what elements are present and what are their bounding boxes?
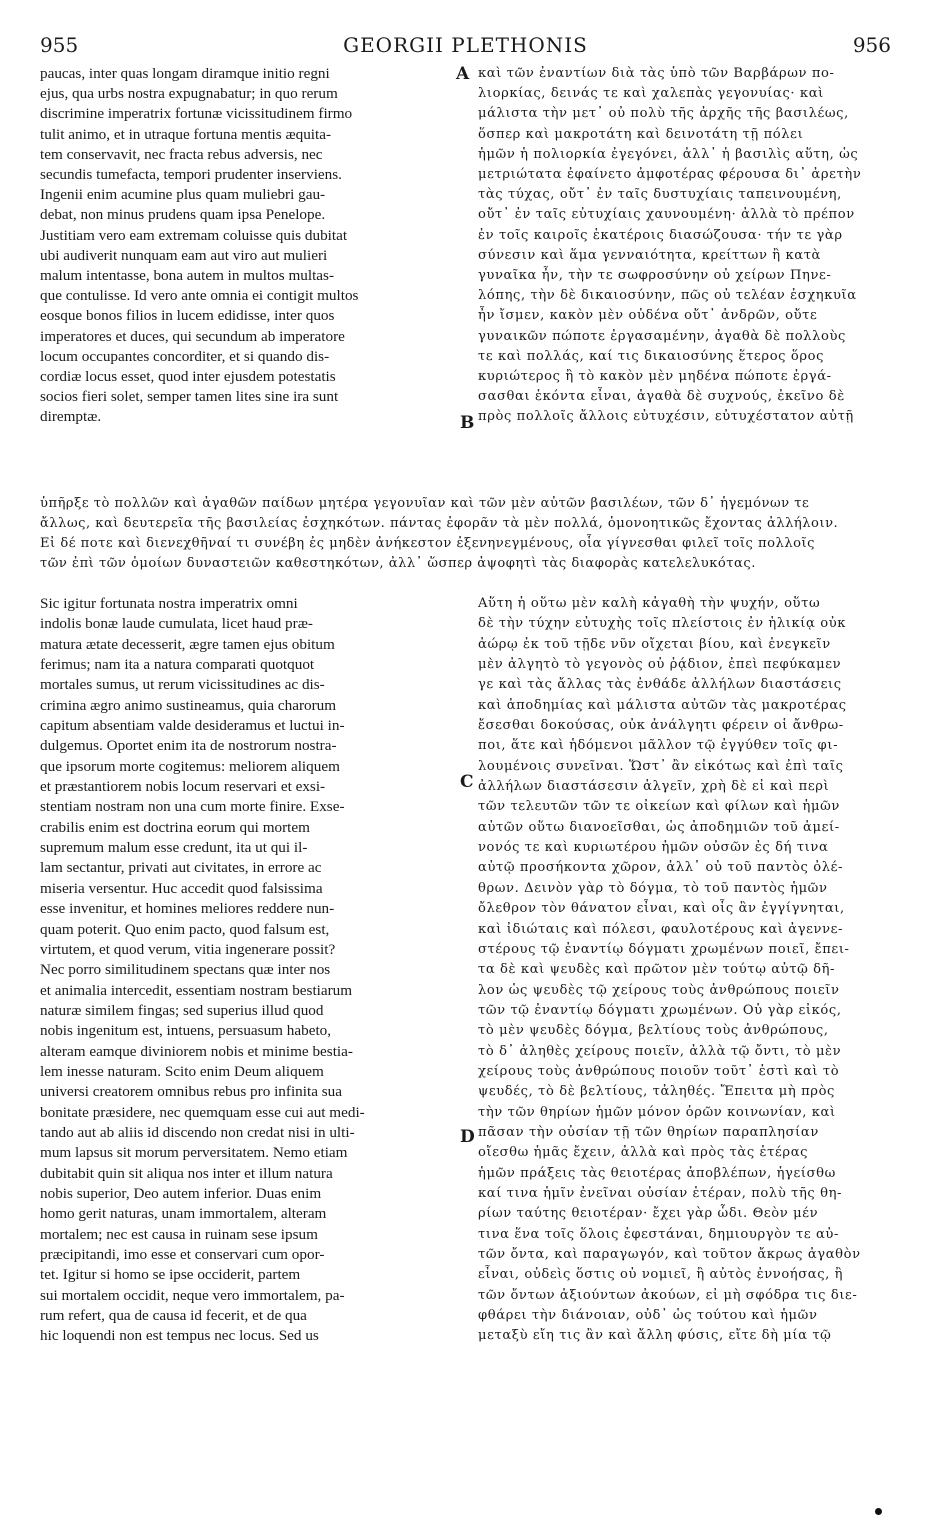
greek-line: ἡμῶν πράξεις τὰς θειοτέρας ἀποβλέπων, ἡγείσθω: [478, 1165, 836, 1181]
greek-line: οὔτ᾽ ἐν ταῖς εὐτυχίαις χαυνουμένη· ἀλλὰ τὸ πρέπον: [478, 207, 855, 223]
greek-line: πρὸς πολλοῖς ἄλλοις εὐτυχέσιν, εὐτυχέστατον αὐτῇ: [478, 409, 854, 425]
greek-line: γυναῖκα ἦν, τὴν τε σωφροσύνην οὐ χείρων Πηνε-: [478, 268, 832, 284]
greek-line: ποι, ἅτε καὶ ἡδόμενοι μᾶλλον τῷ ἐγγύθεν τοῖς φι-: [478, 738, 839, 754]
latin-line: tulit animo, et in utraque fortuna mentis æquita-: [40, 125, 332, 143]
latin-line: crimina ægro animo sustineamus, quia charorum: [40, 696, 337, 714]
latin-line: lam sectantur, privati aut civitates, in errore ac: [40, 859, 322, 877]
latin-line: Sic igitur fortunata nostra imperatrix omni: [40, 595, 298, 612]
greek-line: καί τινα ἡμῖν ἐνεῖναι οὐσίαν ἑτέραν, πολὺ τῆς θη-: [478, 1185, 843, 1201]
latin-line: ejus, qua urbs nostra expugnabatur; in quo rerum: [40, 85, 338, 103]
latin-line: mortalem; nec est causa in ruinam sese ipsum: [40, 1225, 318, 1243]
greek-line: λιορκίας, δεινάς τε καὶ χαλεπὰς γεγονυίας· καὶ: [478, 86, 824, 102]
latin-line: ferimus; nam ita a natura comparati quotquot: [40, 656, 315, 674]
latin-line: sui mortalem occidit, neque vero immortalem, pa-: [40, 1286, 345, 1304]
latin-line: discrimine imperatrix fortunæ vicissitudinem firmo: [40, 105, 353, 123]
greek-line: τῶν τῷ ἐναντίῳ δόγματι χρωμένων. Οὐ γὰρ εἰκός,: [478, 1002, 842, 1018]
greek-line: μὲν ἀλγητὸ τὸ γεγονὸς οὐ ῥᾴδιον, ἐπεὶ πεφύκαμεν: [478, 657, 842, 673]
latin-line: supremum malum esse credunt, ita ut qui il-: [40, 839, 308, 857]
greek-line: εἶναι, οὐδεὶς ὅστις οὐ νομιεῖ, ἢ αὐτὸς ἐννοήσας, ἢ: [478, 1267, 844, 1283]
greek-line: τῶν ὄντα, καὶ παραγωγόν, καὶ τοῦτον ἄκρως ἀγαθὸν: [478, 1247, 861, 1262]
latin-line: naturæ similem fingas; sed superius illud quod: [40, 1001, 324, 1019]
latin-line: dulgemus. Oportet enim ita de nostrorum nostra-: [40, 737, 337, 755]
greek-line: αὐτῶν οὕτω διανοεῖσθαι, ὡς ἀποδημιῶν τοῦ ἀμεί-: [478, 819, 840, 835]
latin-line: tem conservavit, nec fracta rebus adversis, nec: [40, 145, 323, 163]
greek-line: οἴεσθω ἡμᾶς ἔχειν, ἀλλὰ καὶ πρὸς τὰς ἑτέρας: [478, 1145, 809, 1161]
latin-line: Justitiam vero eam extremam coluisse quis dubitat: [40, 226, 348, 244]
latin-line: miseria versentur. Huc accedit quod falsissima: [40, 879, 323, 897]
latin-line: alteram eamque diviniorem nobis et minime bestia-: [40, 1042, 353, 1060]
latin-line: præcipitandi, imo esse et conservari cum opor-: [40, 1246, 325, 1263]
greek-line: Εἰ δέ ποτε καὶ διενεχθῆναί τι συνέβη ἐς μηδὲν ἀνήκεστον ἐξενηνεγμένους, οἷα γίγνεσθαι φιλεῖ τοῖς πολλοῖς: [40, 536, 815, 551]
latin-line: diremptæ.: [40, 408, 102, 426]
greek-line: λον ὡς ψευδὲς τῷ χείρους τοὺς ἀνθρώπους ποιεῖν: [478, 982, 840, 998]
latin-line: crabilis enim est doctrina eorum qui mortem: [40, 818, 310, 836]
greek-line: τε καὶ πολλάς, καί τις δικαιοσύνης ἕτερος ὅρος: [478, 348, 825, 364]
greek-line: τὰς τύχας, οὔτ᾽ ἐν ταῖς δυστυχίαις ταπεινουμένη,: [478, 187, 842, 203]
greek-line: ψευδές, τὸ δὲ βελτίους, τἀληθές. Ἔπειτα μὴ πρὸς: [478, 1084, 835, 1100]
greek-line: γε καὶ τὰς ἄλλας τὰς ἐνθάδε ἀλλήλων διαστάσεις: [478, 677, 842, 693]
greek-line: Αὕτη ἡ οὕτω μὲν καλὴ κἀγαθὴ τὴν ψυχήν, οὕτω: [478, 596, 821, 611]
latin-line: stentiam nostram non una cum morte finire. Exse-: [40, 798, 345, 816]
greek-line: ἀλλήλων διαστάσεσιν ἀλγεῖν, χρὴ δὲ εἰ καὶ περὶ: [478, 779, 830, 795]
latin-line: dubitabit quin sit aliqua nos inter et illum natura: [40, 1164, 333, 1182]
latin-line: Ingenii enim acumine plus quam muliebri gau-: [40, 186, 326, 204]
latin-line: debat, non minus prudens quam ipsa Penelope.: [40, 206, 326, 224]
latin-line: esse invenitur, et homines meliores reddere nun-: [40, 900, 335, 918]
greek-line: ὄλεθρον τὸν θάνατον εἶναι, καὶ οἷς ἂν ἐγγίγνηται,: [478, 901, 845, 917]
greek-line: τινα ἕνα τοῖς ὅλοις ἐφεστάναι, δημιουργὸν τε αὐ-: [478, 1226, 840, 1242]
latin-line: universi creatorem omnibus rebus pro infinita sua: [40, 1083, 342, 1101]
margin-letter-d: D: [460, 1127, 475, 1147]
greek-line: φθάρει τὴν διάνοιαν, οὐδ᾽ ὡς τούτου καὶ ἡμῶν: [478, 1308, 818, 1324]
greek-line: καὶ ἀποδημίας καὶ μάλιστα αὐτῶν τὰς μακροτέρας: [478, 697, 847, 713]
greek-line: τὸ μὲν ψευδὲς δόγμα, βελτίους τοὺς ἀνθρώπους,: [478, 1023, 829, 1039]
greek-line: ἀώρῳ ἐκ τοῦ τῇδε νῦν οἴχεται βίου, καὶ ἐνεγκεῖν: [478, 636, 831, 652]
latin-line: socios fieri solet, semper tamen lites sine ira sunt: [40, 388, 339, 406]
greek-line: τῶν ἐπὶ τῶν ὁμοίων δυναστειῶν καθεστηκότων, ἀλλ᾽ ὥσπερ ἀψοφητὶ τὰς διαφορὰς κατελελυκότας.: [40, 556, 756, 571]
latin-line: capitum absentiam valde desideramus et luctui in-: [40, 717, 345, 735]
latin-line: mortales sumus, ut rerum vicissitudines ac dis-: [40, 676, 325, 694]
latin-line: imperatores et duces, qui secundum ab imperatore: [40, 327, 345, 345]
left-page-number: 955: [40, 33, 79, 57]
latin-line: indolis bonæ laude cumulata, licet haud præ-: [40, 615, 313, 633]
latin-line: que ipsorum morte cogitemus: meliorem aliquem: [40, 757, 340, 775]
latin-line: eosque bonos filios in lucem edidisse, inter quos: [40, 307, 335, 325]
greek-line: λόπης, τὴν δὲ δικαιοσύνην, πῶς οὐ τελέαν ἐσχηκυῖα: [478, 288, 857, 304]
latin-line: cordiæ locus esset, quod inter ejusdem potestatis: [40, 368, 336, 386]
greek-line: ἦν ἴσμεν, κακὸν μὲν οὐδένα οὔτ᾽ ἀνδρῶν, οὔτε: [478, 308, 818, 324]
greek-line: τὸ δ᾽ ἀληθὲς χείρους ποιεῖν, ἀλλὰ τῷ ὄντι, τὸ μὲν: [478, 1043, 842, 1059]
latin-line: locum occupantes concorditer, et si quando dis-: [40, 347, 330, 365]
greek-line: σύνεσιν καὶ ἅμα γενναιότητα, κρείττων ἢ κατὰ: [478, 247, 822, 263]
latin-line: virtutem, et quod verum, vitia ingenerare possit?: [40, 940, 336, 958]
latin-line: malum intentasse, bona autem in multos multas-: [40, 267, 334, 285]
greek-line: ἐν τοῖς καιροῖς ἑκατέροις διασώζουσα· τήν τε γὰρ: [478, 227, 843, 243]
greek-line: ἄλλως, καὶ δευτερεῖα τῆς βασιλείας ἐσχηκότων. πάντας ἐφορᾶν τὰ μὲν πολλά, ὁμονοητικῶς ἔχοντας ἀλλήλοιν.: [40, 516, 839, 531]
greek-line: στέρους τῷ ἐναντίῳ δόγματι χρωμένων ποιεῖ, ἔπει-: [478, 941, 850, 957]
latin-line: homo gerit naturas, unam immortalem, alteram: [40, 1205, 327, 1223]
greek-column-top: [478, 64, 908, 428]
ink-mark: [875, 1508, 882, 1515]
greek-line: θρων. Δεινὸν γὰρ τὸ δόγμα, τὸ τοῦ παντὸς ἡμῶν: [478, 880, 828, 896]
latin-line: matura ætate decesserit, ægre tamen ejus obitum: [40, 635, 335, 653]
greek-line: ρίων ταύτης θειοτέραν· ἔχει γὰρ ὧδι. Θεὸν μέν: [478, 1206, 819, 1222]
margin-letter-b: B: [460, 413, 475, 433]
latin-line: que contulisse. Id vero ante omnia ei contigit multos: [40, 287, 359, 305]
greek-full-width-passage: [40, 494, 908, 574]
running-header: [40, 33, 891, 63]
latin-line: secundis tumefacta, tempori prudenter inserviens.: [40, 166, 342, 184]
greek-line: ὅσπερ καὶ μακροτάτη καὶ δεινοτάτη τῇ πόλει: [478, 126, 804, 142]
greek-column-bottom: [478, 594, 908, 1347]
latin-line: Nec porro similitudinem spectans quæ inter nos: [40, 961, 331, 979]
latin-line: et animalia intercedit, essentiam nostram bestiarum: [40, 981, 353, 999]
greek-line: σασθαι ἑκόντα εἶναι, ἀγαθὰ δὲ συχνούς, ἐκεῖνο δὲ: [478, 389, 845, 405]
greek-line: μετριώτατα ἐφαίνετο ἀμφοτέρας φέρουσα δι᾽ ἀρετὴν: [478, 167, 862, 183]
greek-line: ἔσεσθαι δοκούσας, οὐκ ἀνάλγητι φέρειν οἱ ἄνθρω-: [478, 718, 844, 734]
latin-line: tet. Igitur si homo se ipse occiderit, partem: [40, 1266, 301, 1284]
latin-line: rum refert, qua de causa id fecerit, et de qua: [40, 1307, 307, 1325]
greek-line: τῶν ὄντων ἀξιούντων ἀκούων, εἰ μὴ σφόδρα τις διε-: [478, 1287, 858, 1303]
latin-line: ubi audiverit nunquam eam aut viro aut mulieri: [40, 246, 328, 264]
greek-line: πᾶσαν τὴν οὐσίαν τῇ τῶν θηρίων παραπλησίαν: [478, 1124, 819, 1140]
latin-line: hic loquendi non est tempus nec locus. Sed us: [40, 1327, 319, 1345]
latin-line: paucas, inter quas longam diramque initio regni: [40, 65, 330, 82]
greek-line: νονός τε καὶ κυριωτέρου ἡμῶν οὐσῶν ἐς δή τινα: [478, 840, 829, 856]
greek-line: τα δὲ καὶ ψευδὲς καὶ πρῶτον μὲν τούτῳ αὐτῷ δῆ-: [478, 962, 836, 978]
margin-letter-a: A: [456, 64, 470, 84]
greek-line: χείρους τοὺς ἀνθρώπους ποιοῦν τοῦτ᾽ ἐστὶ καὶ τὸ: [478, 1063, 840, 1079]
right-page-number: 956: [852, 33, 891, 57]
greek-line: λουμένοις συνεῖναι. Ὥστ᾽ ἂν εἰκότως καὶ ἐπὶ ταῖς: [478, 758, 844, 774]
greek-line: καὶ ἰδιώταις καὶ πόλεσι, φαυλοτέρους καὶ ἀγεννε-: [478, 921, 844, 937]
greek-line: μάλιστα τὴν μετ᾽ οὐ πολὺ τῆς ἀρχῆς τῆς βασιλέως,: [478, 106, 849, 122]
latin-line: nobis superior, Deo autem inferior. Duas enim: [40, 1184, 322, 1202]
latin-column-top: [40, 64, 460, 428]
latin-line: lem inesse naturam. Scito enim Deum aliquem: [40, 1062, 324, 1080]
latin-line: tando aut ab aliis id discendo non credat nisi in ulti-: [40, 1123, 355, 1141]
latin-line: et præstantiorem nobis locum reservari et exsi-: [40, 778, 326, 796]
greek-line: μεταξὺ εἴη τις ἂν καὶ ἄλλη φύσις, εἴτε δὴ μία τῷ: [478, 1328, 832, 1344]
latin-line: quam poterit. Quo enim pacto, quod falsum est,: [40, 920, 330, 938]
margin-letter-c: C: [460, 772, 474, 792]
greek-line: τὴν τῶν θηρίων ἡμῶν μόνον ὁρῶν κοινωνίαν, καὶ: [478, 1104, 836, 1120]
greek-line: κυριώτερος ἢ τὸ κακὸν μὲν μηδένα πώποτε ἐργά-: [478, 369, 832, 385]
greek-line: αὐτῷ προσήκοντα χῶρον, ἀλλ᾽ οὐ τοῦ παντὸς ὀλέ-: [478, 860, 844, 876]
running-title: GEORGII PLETHONIS: [343, 33, 588, 57]
latin-column-bottom: [40, 594, 460, 1347]
latin-line: mum lapsus sit morum perversitatem. Nemo etiam: [40, 1144, 348, 1162]
latin-line: nobis ingenitum est, intuens, persuasum habeto,: [40, 1022, 332, 1040]
greek-line: καὶ τῶν ἐναντίων διὰ τὰς ὑπὸ τῶν Βαρβάρων πο-: [478, 66, 835, 81]
greek-line: τῶν τελευτῶν τῶν τε οἰκείων καὶ φίλων καὶ ἡμῶν: [478, 799, 840, 815]
greek-line: δὲ τὴν τύχην εὐτυχὴς τοῖς πλείστοις ἐν ἡλικίᾳ οὐκ: [478, 616, 847, 632]
greek-line: γυναικῶν πώποτε ἐργασαμένην, ἀγαθὰ δὲ πολλοὺς: [478, 328, 846, 344]
greek-line: ὑπῆρξε τὸ πολλῶν καὶ ἀγαθῶν παίδων μητέρα γεγονυῖαν καὶ τῶν μὲν αὐτῶν βασιλέων, τῶν δ᾽ ἡγεμόνων τε: [40, 496, 810, 511]
greek-line: ἡμῶν ἡ πολιορκία ἐγεγόνει, ἀλλ᾽ ἡ βασιλὶς αὕτη, ὡς: [478, 146, 859, 162]
latin-line: bonitate præsidere, nec quemquam esse cui aut medi-: [40, 1103, 365, 1121]
